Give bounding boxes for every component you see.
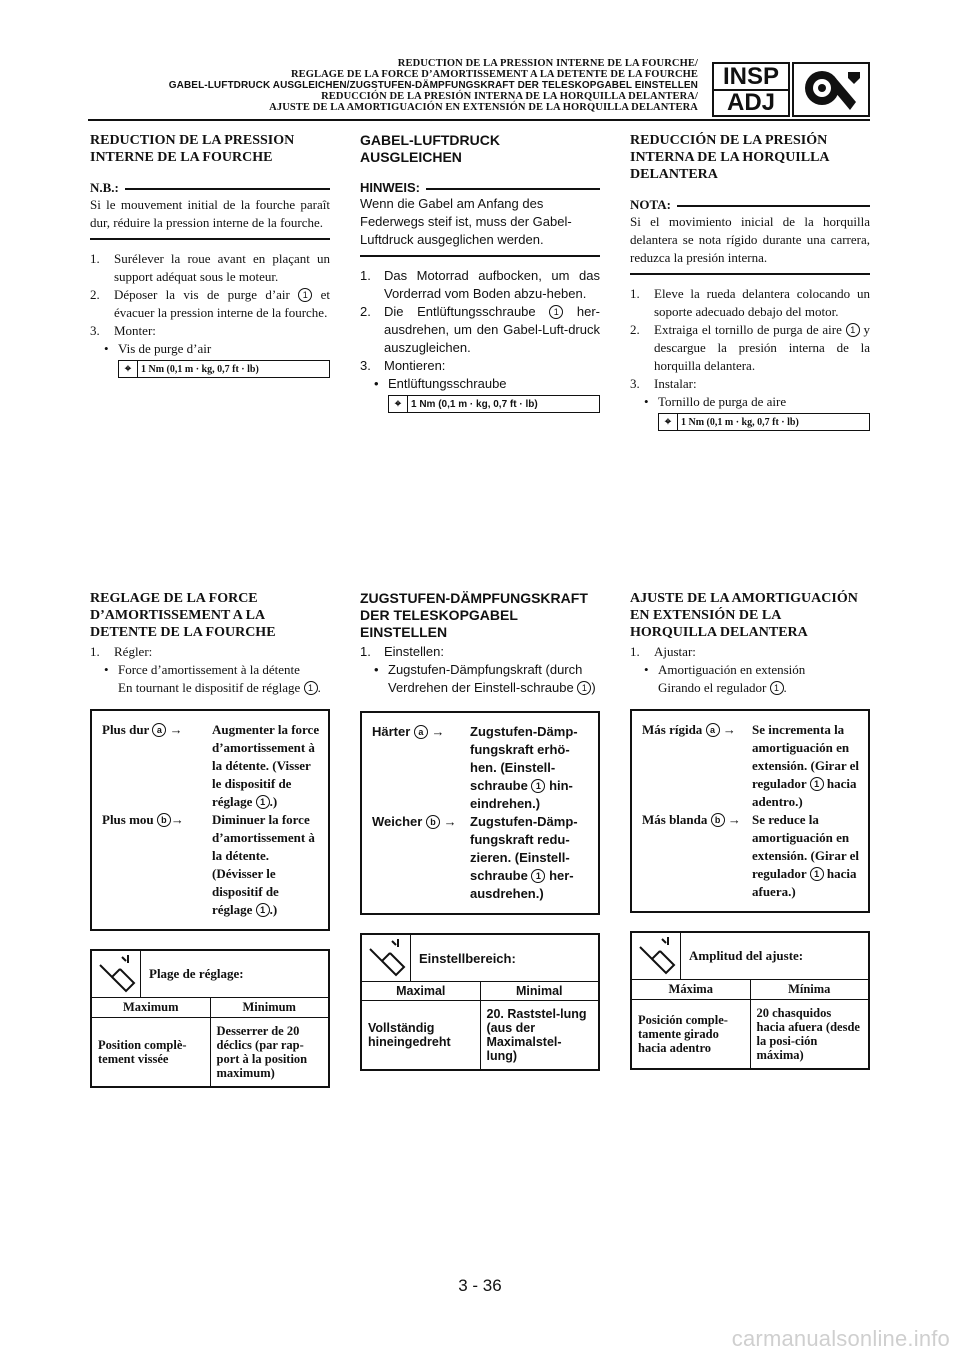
section-title: GABEL-LUFTDRUCK AUSGLEICHEN xyxy=(360,132,500,165)
adjust-effect-box xyxy=(360,711,600,915)
ref-b-icon: b xyxy=(157,813,171,827)
bullet: • Amortiguación en extensión Girando el regulador 1 . xyxy=(644,662,806,695)
min-value: Desserrer de 20 déclics (par rap-port à la position maximum) xyxy=(216,1024,308,1080)
step: 2. Déposer la vis de purge d’air 1 et évacuer la pression interne de la fourche. xyxy=(90,287,331,320)
ref-1-icon: 1 xyxy=(846,323,860,337)
ref-1-icon: 1 xyxy=(304,681,318,695)
adjust-tool-icon xyxy=(92,951,141,997)
header-line: REDUCTION DE LA PRESSION INTERNE DE LA FOURCHE/ xyxy=(397,58,698,69)
col-max: Maximum xyxy=(92,998,211,1017)
harder-row: Más rígida a → Se incrementa la amortiguación en extensión. (Girar el regulador 1 hacia adentro.) xyxy=(642,722,859,809)
badge-bottom: ADJ xyxy=(714,89,788,115)
softer-row: Más blanda b → Se reduce la amortiguación en extensión. (Girar el regulador 1 hacia afuera.) xyxy=(642,812,859,899)
section-title: AJUSTE DE LA AMORTIGUACIÓN EN EXTENSIÓN DE LA HORQUILLA DELANTERA xyxy=(630,591,858,640)
torque-spec: ⌖ 1 Nm (0,1 m · kg, 0,7 ft · lb) xyxy=(118,360,330,378)
header-titles xyxy=(169,58,698,113)
min-value: 20 chasquidos hacia afuera (desde la posi-ción máxima) xyxy=(756,1006,860,1062)
header-line: REDUCCIÓN DE LA PRESIÓN INTERNA DE LA HORQUILLA DELANTERA/ xyxy=(321,91,698,102)
step: 1. Régler: xyxy=(90,644,153,659)
section-title: REDUCCIÓN DE LA PRESIÓN INTERNA DE LA HORQUILLA DELANTERA xyxy=(630,133,829,182)
min-value: 20. Raststel-lung (aus der Maximalstel-lung) xyxy=(486,1007,587,1063)
note-body: Si el movimiento inicial de la horquilla delantera se nota rígido durante una carrera, reduzca la presión interna. xyxy=(630,213,870,275)
col-min: Minimal xyxy=(515,984,563,998)
ref-1-icon: 1 xyxy=(549,305,563,319)
ref-1-icon: 1 xyxy=(810,777,824,791)
col-max: Maximal xyxy=(362,982,481,1000)
adjust-effect-box xyxy=(630,709,870,913)
step: 1. Surélever la roue avant en plaçant un support adéquat sous le moteur. xyxy=(90,251,330,284)
es-damping-section xyxy=(630,590,870,1070)
ref-1-icon: 1 xyxy=(531,779,545,793)
step: 2. Die Entlüftungsschraube 1 her-ausdrehen, um den Gabel-Luft-druck auszugleichen. xyxy=(360,304,600,355)
badge-top: INSP xyxy=(722,63,779,90)
ref-a-icon: a xyxy=(152,723,166,737)
col-min: Minimum xyxy=(242,1000,296,1014)
note-header xyxy=(360,180,600,195)
bullet: • Zugstufen-Dämpfungskraft (durch Verdrehen der Einstell-schraube 1 ) xyxy=(374,662,596,695)
note-header xyxy=(630,197,870,213)
step: 1. Einstellen: xyxy=(360,644,444,659)
max-value: Vollständig hineingedreht xyxy=(362,1001,481,1069)
torque-spec: ⌖ 1 Nm (0,1 m · kg, 0,7 ft · lb) xyxy=(658,413,870,431)
range-title: Plage de réglage: xyxy=(149,966,244,981)
max-value: Position complè-tement vissée xyxy=(92,1018,211,1086)
bullet: • Entlüftungsschraube xyxy=(374,376,507,391)
torque-wrench-icon: ⌖ xyxy=(119,361,138,377)
step: 3. Monter: xyxy=(90,323,156,338)
fr-pressure-section xyxy=(90,132,330,378)
ref-1-icon: 1 xyxy=(577,681,591,695)
ref-a-icon: a xyxy=(706,723,720,737)
header-line: AJUSTE DE LA AMORTIGUACIÓN EN EXTENSIÓN DE LA HORQUILLA DELANTERA xyxy=(269,102,698,113)
ref-b-icon: b xyxy=(711,813,725,827)
wrench-gauge-icon xyxy=(792,62,870,117)
softer-row: Weicher b → Zugstufen-Dämp-fungskraft redu-zieren. (Einstell-schraube 1 her-ausdrehen.) xyxy=(372,814,578,901)
es-pressure-section xyxy=(630,132,870,431)
note-header xyxy=(90,180,330,196)
range-title: Amplitud del ajuste: xyxy=(689,948,804,963)
torque-wrench-icon: ⌖ xyxy=(389,396,408,412)
bullet: • Tornillo de purga de aire xyxy=(644,394,787,409)
step: 1. Ajustar: xyxy=(630,644,696,659)
ref-1-icon: 1 xyxy=(256,795,270,809)
section-title: REGLAGE DE LA FORCE D’AMORTISSEMENT A LA DETENTE DE LA FOURCHE xyxy=(90,591,276,640)
max-value: Posición comple-tamente girado hacia adentro xyxy=(632,1000,751,1068)
step: 3. Montieren: xyxy=(360,358,446,373)
fr-damping-section xyxy=(90,590,330,1088)
torque-spec: ⌖ 1 Nm (0,1 m · kg, 0,7 ft · lb) xyxy=(388,395,600,413)
adjust-tool-icon xyxy=(632,933,681,979)
header-line: GABEL-LUFTDRUCK AUSGLEICHEN/ZUGSTUFEN-DÄMPFUNGSKRAFT DER TELESKOPGABEL EINSTELLEN xyxy=(168,80,698,91)
adjustment-range-table xyxy=(90,949,330,1088)
section-title: ZUGSTUFEN-DÄMPFUNGSKRAFT DER TELESKOPGABEL EINSTELLEN xyxy=(360,590,588,640)
ref-1-icon: 1 xyxy=(810,867,824,881)
adjust-tool-icon xyxy=(362,935,411,981)
ref-b-icon: b xyxy=(426,815,440,829)
ref-1-icon: 1 xyxy=(256,903,270,917)
note-label: NOTA: xyxy=(630,197,671,212)
step: 1. Eleve la rueda delantera colocando un soporte adecuado debajo del motor. xyxy=(630,286,870,319)
col-min: Mínima xyxy=(788,982,831,996)
page-number: 3 - 36 xyxy=(458,1276,502,1295)
de-damping-section xyxy=(360,590,600,1071)
step: 1. Das Motorrad aufbocken, um das Vorderrad vom Boden abzu-heben. xyxy=(360,268,600,301)
harder-row: Plus dur a → Augmenter la force d’amortissement à la détente. (Visser le dispositif de réglage 1 .) xyxy=(102,722,320,809)
step: 2. Extraiga el tornillo de purga de aire 1 y descargue la presión interna de la horquilla delantera. xyxy=(630,322,871,373)
range-title: Einstellbereich: xyxy=(419,950,516,966)
watermark: carmanualsonline.info xyxy=(731,1326,950,1351)
note-label: HINWEIS: xyxy=(360,180,420,195)
note-body: Si le mouvement initial de la fourche paraît dur, réduire la pression interne de la fourche. xyxy=(90,196,330,240)
softer-row: Plus mou b → Diminuer la force d’amortissement à la détente. (Dévisser le dispositif de réglage 1 .) xyxy=(102,812,315,917)
bullet: • Force d’amortissement à la détente En tournant le dispositif de réglage 1 . xyxy=(104,662,321,695)
header-line: REGLAGE DE LA FORCE D’AMORTISSEMENT A LA DETENTE DE LA FOURCHE xyxy=(290,69,698,80)
ref-1-icon: 1 xyxy=(531,869,545,883)
header-rule xyxy=(88,119,870,121)
insp-adj-badge xyxy=(712,62,790,117)
harder-row: Härter a → Zugstufen-Dämp-fungskraft erhö-hen. (Einstell-schraube 1 hin-eindrehen.) xyxy=(372,724,578,811)
section-title: REDUCTION DE LA PRESSION INTERNE DE LA FOURCHE xyxy=(90,133,295,165)
note-label: N.B.: xyxy=(90,180,119,195)
adjustment-range-table xyxy=(630,931,870,1070)
ref-1-icon: 1 xyxy=(770,681,784,695)
torque-wrench-icon: ⌖ xyxy=(659,414,678,430)
col-max: Máxima xyxy=(632,980,751,999)
adjust-effect-box xyxy=(90,709,330,931)
adjustment-range-table xyxy=(360,933,600,1071)
bullet: • Vis de purge d’air xyxy=(104,341,212,356)
ref-a-icon: a xyxy=(414,725,428,739)
de-pressure-section xyxy=(360,132,600,413)
step: 3. Instalar: xyxy=(630,376,697,391)
ref-1-icon: 1 xyxy=(298,288,312,302)
note-body: Wenn die Gabel am Anfang des Federwegs steif ist, muss der Gabel-Luftdruck ausgeglichen werden. xyxy=(360,195,600,257)
